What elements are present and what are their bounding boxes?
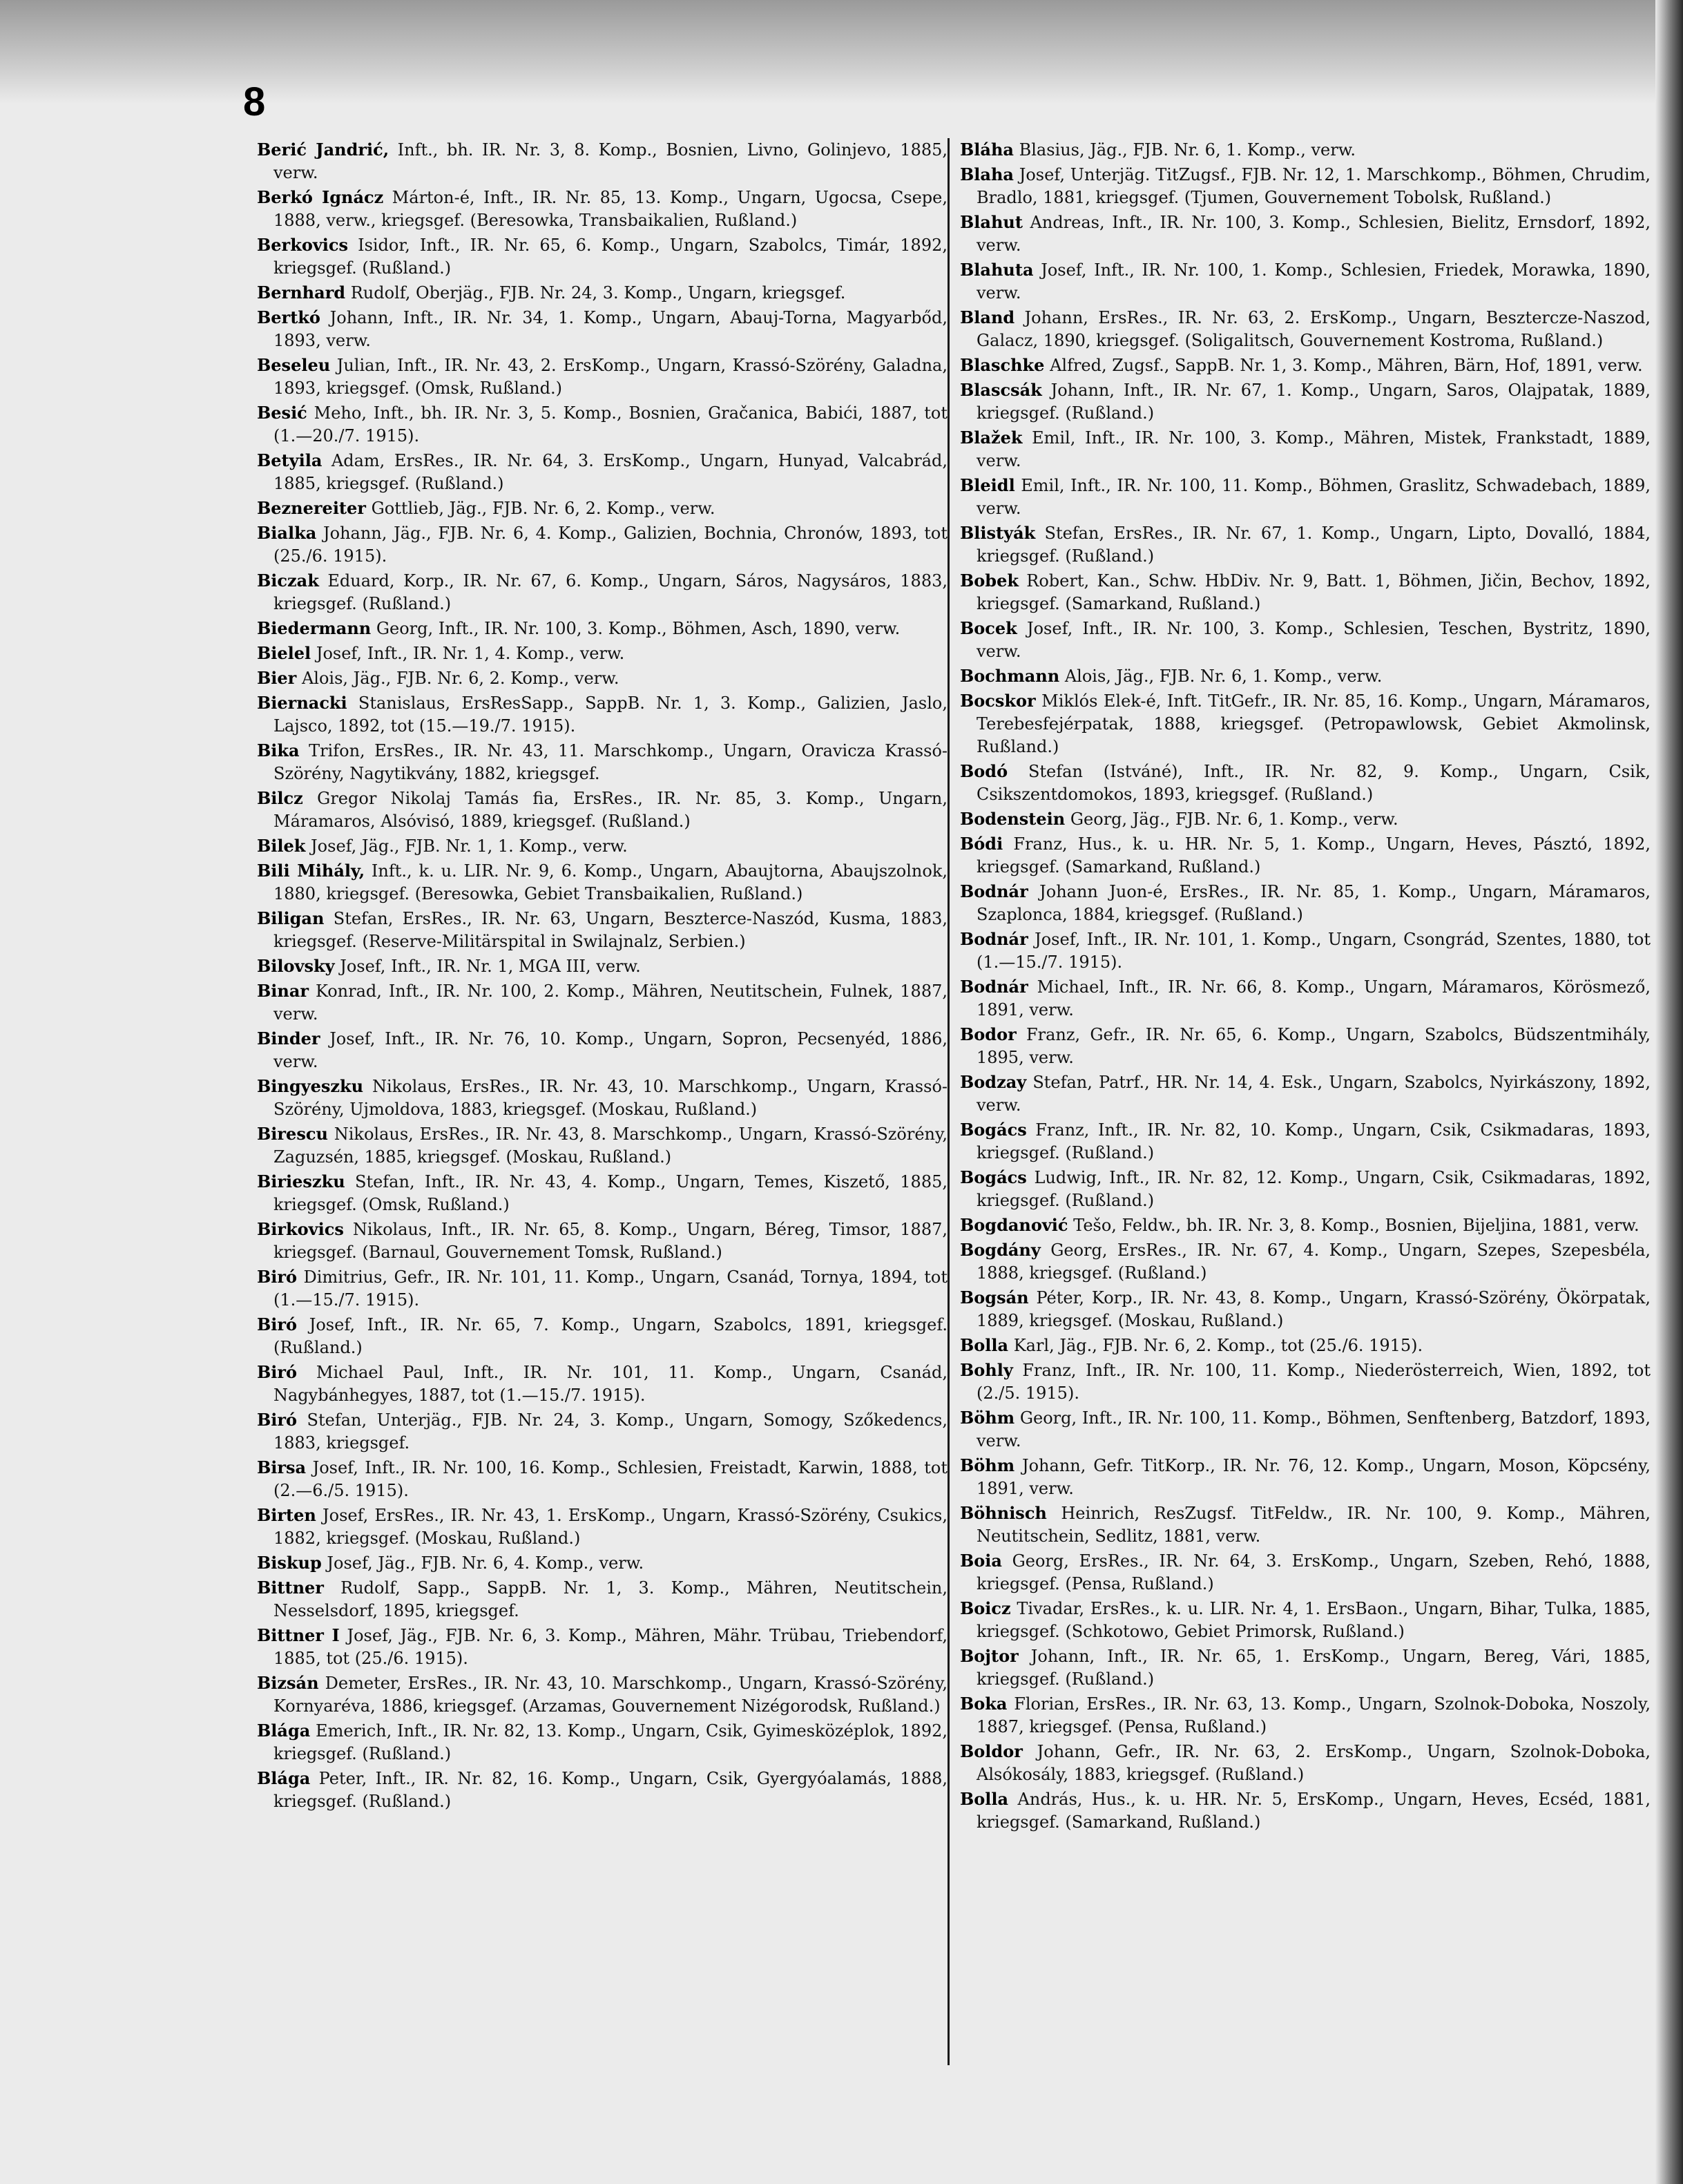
entry-surname: Binar <box>257 981 309 1001</box>
register-entry <box>257 1624 948 1670</box>
entry-details: Franz, Inft., IR. Nr. 82, 10. Komp., Ungarn, Csik, Csikmadaras, 1893, kriegsgef. (Rußland.) <box>977 1120 1651 1162</box>
entry-surname: Blascsák <box>960 380 1042 400</box>
entry-surname: Bland <box>960 307 1015 327</box>
entry-surname: Biró <box>257 1362 298 1382</box>
entry-details: Tivadar, ErsRes., k. u. LIR. Nr. 4, 1. ErsBaon., Ungarn, Bihar, Tulka, 1885, kriegsgef. (Schkotowo, Gebiet Primorsk, Rußland.) <box>977 1599 1651 1641</box>
entry-surname: Bilcz <box>257 788 303 808</box>
entry-details: Isidor, Inft., IR. Nr. 65, 6. Komp., Ungarn, Szabolcs, Timár, 1892, kriegsgef. (Rußland.) <box>273 236 948 278</box>
entry-details: Inft., k. u. LIR. Nr. 9, 6. Komp., Ungarn, Abaujtorna, Abaujszolnok, 1880, kriegsgef. (Beresowka, Gebiet Transbaikalien, Rußland.) <box>273 861 948 903</box>
entry-surname: Blaschke <box>960 355 1045 375</box>
register-entry <box>257 281 948 305</box>
entry-details: Michael, Inft., IR. Nr. 66, 8. Komp., Ungarn, Máramaros, Körösmező, 1891, verw. <box>977 977 1651 1019</box>
entry-details: Florian, ErsRes., IR. Nr. 63, 13. Komp., Ungarn, Szolnok-Doboka, Noszoly, 1887, kriegsgef. (Pensa, Rußland.) <box>977 1694 1651 1736</box>
register-entry <box>960 569 1651 615</box>
register-entry <box>257 955 948 978</box>
register-entry <box>257 1504 948 1550</box>
entry-details: Michael Paul, Inft., IR. Nr. 101, 11. Komp., Ungarn, Csanád, Nagybánhegyes, 1887, tot (1.—15./7. 1915). <box>273 1363 948 1405</box>
entry-details: Robert, Kan., Schw. HbDiv. Nr. 9, Batt. 1, Böhmen, Jičin, Bechov, 1892, kriegsgef. (Samarkand, Rußland.) <box>977 571 1651 613</box>
entry-surname: Biczak <box>257 571 319 591</box>
register-entry <box>960 1549 1651 1596</box>
register-entry <box>257 354 948 400</box>
entry-surname: Bili Mihály, <box>257 861 365 881</box>
entry-surname: Bolla <box>960 1789 1009 1809</box>
entry-surname: Bilovsky <box>257 956 335 976</box>
entry-surname: Besić <box>257 403 307 423</box>
entry-surname: Bialka <box>257 523 317 543</box>
entry-details: Alfred, Zugsf., SappB. Nr. 1, 3. Komp., Mähren, Bärn, Hof, 1891, verw. <box>1044 356 1643 375</box>
entry-surname: Bodzay <box>960 1072 1027 1092</box>
register-entry <box>257 1576 948 1622</box>
entry-details: Demeter, ErsRes., IR. Nr. 43, 10. Marschkomp., Ungarn, Krassó-Szörény, Kornyaréva, 1886, kriegsgef. (Arzamas, Gouvernement Nizégorodsk, Rußland.) <box>273 1674 948 1716</box>
left-column <box>257 138 948 2127</box>
entry-surname: Birten <box>257 1505 316 1525</box>
entry-details: Peter, Inft., IR. Nr. 82, 16. Komp., Ungarn, Csik, Gyergyóalamás, 1888, kriegsgef. (Rußland.) <box>273 1769 948 1811</box>
register-entry <box>257 1027 948 1073</box>
entry-surname: Birkovics <box>257 1219 344 1239</box>
entry-surname: Boldor <box>960 1741 1023 1761</box>
entry-details: Meho, Inft., bh. IR. Nr. 3, 5. Komp., Bosnien, Gračanica, Babići, 1887, tot (1.—20./7. 1915). <box>273 403 948 446</box>
entry-details: Heinrich, ResZugsf. TitFeldw., IR. Nr. 100, 9. Komp., Mähren, Neutitschein, Sedlitz, 1881, verw. <box>977 1504 1651 1546</box>
entry-details: Josef, Inft., IR. Nr. 1, 4. Komp., verw. <box>311 644 625 663</box>
register-entry <box>960 163 1651 209</box>
entry-details: Emil, Inft., IR. Nr. 100, 11. Komp., Böhmen, Graslitz, Schwadebach, 1889, verw. <box>977 476 1651 518</box>
entry-surname: Bogdány <box>960 1240 1041 1260</box>
entry-surname: Boia <box>960 1551 1002 1571</box>
register-entry <box>257 642 948 665</box>
entry-details: Josef, Inft., IR. Nr. 76, 10. Komp., Ungarn, Sopron, Pecsenyéd, 1886, verw. <box>273 1029 948 1071</box>
entry-details: Stefan, Inft., IR. Nr. 43, 4. Komp., Ungarn, Temes, Kiszető, 1885, kriegsgef. (Omsk, Rußland.) <box>273 1172 948 1214</box>
entry-surname: Blažek <box>960 428 1023 448</box>
register-entry <box>257 667 948 690</box>
entry-details: Franz, Gefr., IR. Nr. 65, 6. Komp., Ungarn, Szabolcs, Büdszentmihály, 1895, verw. <box>977 1025 1651 1067</box>
entry-surname: Biedermann <box>257 618 372 638</box>
entry-details: Gregor Nikolaj Tamás fia, ErsRes., IR. Nr. 85, 3. Komp., Ungarn, Máramaros, Alsóvisó, 1889, kriegsgef. (Rußland.) <box>273 789 948 831</box>
entry-details: Stefan, Patrf., HR. Nr. 14, 4. Esk., Ungarn, Szabolcs, Nyirkászony, 1892, verw. <box>977 1073 1651 1115</box>
entry-surname: Bodnár <box>960 977 1028 997</box>
entry-details: Johann, Inft., IR. Nr. 34, 1. Komp., Ungarn, Abauj-Torna, Magyarbőd, 1893, verw. <box>273 308 948 350</box>
entry-surname: Bleidl <box>960 475 1015 495</box>
entry-surname: Blaha <box>960 164 1014 184</box>
entry-details: Dimitrius, Gefr., IR. Nr. 101, 11. Komp., Ungarn, Csanád, Tornya, 1894, tot (1.—15./7. 1915). <box>273 1267 948 1310</box>
entry-details: Emil, Inft., IR. Nr. 100, 3. Komp., Mähren, Mistek, Frankstadt, 1889, verw. <box>977 428 1651 470</box>
entry-surname: Biligan <box>257 908 325 928</box>
entry-details: Julian, Inft., IR. Nr. 43, 2. ErsKomp., Ungarn, Krassó-Szörény, Galadna, 1893, kriegsgef. (Omsk, Rußland.) <box>273 356 948 398</box>
register-entry <box>960 1214 1651 1237</box>
register-entry <box>257 138 948 184</box>
entry-details: Adam, ErsRes., IR. Nr. 64, 3. ErsKomp., Ungarn, Hunyad, Valcabrád, 1885, kriegsgef. (Rußland.) <box>273 451 948 493</box>
register-entry <box>960 1597 1651 1643</box>
register-entry <box>257 907 948 953</box>
entry-surname: Bodó <box>960 761 1008 781</box>
entry-details: Josef, Unterjäg. TitZugsf., FJB. Nr. 12, 1. Marschkomp., Böhmen, Chrudim, Bradlo, 1881, kriegsgef. (Tjumen, Gouvernement Tobolsk, Rußland.) <box>977 165 1651 207</box>
register-entry <box>960 1118 1651 1165</box>
register-entry <box>257 691 948 738</box>
register-entry <box>257 569 948 615</box>
entry-details: Johann, Gefr. TitKorp., IR. Nr. 76, 12. Komp., Ungarn, Moson, Köpcsény, 1891, verw. <box>977 1456 1651 1498</box>
entry-details: Stefan, ErsRes., IR. Nr. 67, 1. Komp., Ungarn, Lipto, Dovalló, 1884, kriegsgef. (Rußland.) <box>977 524 1651 566</box>
register-entry <box>960 1788 1651 1834</box>
entry-details: Nikolaus, Inft., IR. Nr. 65, 8. Komp., Ungarn, Béreg, Timsor, 1887, kriegsgef. (Barnaul, Gouvernement Tomsk, Rußland.) <box>273 1220 948 1262</box>
entry-surname: Böhnisch <box>960 1503 1047 1523</box>
entry-surname: Bobek <box>960 571 1019 591</box>
register-entry <box>257 186 948 232</box>
register-entry <box>960 1359 1651 1405</box>
register-entry <box>960 1023 1651 1069</box>
entry-details: Márton-é, Inft., IR. Nr. 85, 13. Komp., Ungarn, Ugocsa, Csepe, 1888, verw., kriegsgef. (Beresowka, Transbaikalien, Rußland.) <box>273 188 948 230</box>
entry-details: Trifon, ErsRes., IR. Nr. 43, 11. Marschkomp., Ungarn, Oravicza Krassó-Szörény, Nagytikvány, 1882, kriegsgef. <box>273 741 948 783</box>
entry-surname: Betyila <box>257 450 323 470</box>
register-entry <box>960 426 1651 472</box>
entry-details: András, Hus., k. u. HR. Nr. 5, ErsKomp., Ungarn, Heves, Ecséd, 1881, kriegsgef. (Samarkand, Rußland.) <box>977 1790 1651 1832</box>
entry-details: Josef, Inft., IR. Nr. 100, 16. Komp., Schlesien, Freistadt, Karwin, 1888, tot (2.—6./5. 1915). <box>273 1458 948 1500</box>
entry-details: Georg, Inft., IR. Nr. 100, 11. Komp., Böhmen, Senftenberg, Batzdorf, 1893, verw. <box>977 1408 1651 1450</box>
entry-surname: Bogsán <box>960 1287 1029 1307</box>
entry-surname: Blága <box>257 1721 311 1741</box>
entry-details: Georg, Jäg., FJB. Nr. 6, 1. Komp., verw. <box>1065 810 1398 829</box>
register-entry <box>960 1502 1651 1548</box>
entry-details: Johann, Gefr., IR. Nr. 63, 2. ErsKomp., Ungarn, Szolnok-Doboka, Alsókosály, 1883, kriegsgef. (Rußland.) <box>977 1742 1651 1784</box>
entry-surname: Berkovics <box>257 235 349 255</box>
register-entry <box>257 497 948 520</box>
entry-details: Johann Juon-é, ErsRes., IR. Nr. 85, 1. Komp., Ungarn, Máramaros, Szaplonca, 1884, kriegsgef. (Rußland.) <box>977 882 1651 924</box>
entry-surname: Bodor <box>960 1024 1017 1044</box>
entry-surname: Bocskor <box>960 691 1036 711</box>
entry-details: Konrad, Inft., IR. Nr. 100, 2. Komp., Mähren, Neutitschein, Fulnek, 1887, verw. <box>273 981 948 1024</box>
register-entry <box>960 1692 1651 1738</box>
register-entry <box>257 1719 948 1765</box>
register-entry <box>960 760 1651 806</box>
entry-details: Ludwig, Inft., IR. Nr. 82, 12. Komp., Ungarn, Csik, Csikmadaras, 1892, kriegsgef. (Rußland.) <box>977 1168 1651 1210</box>
register-entry <box>257 1456 948 1502</box>
register-entry <box>960 1166 1651 1212</box>
entry-surname: Biró <box>257 1410 298 1430</box>
entry-details: Josef, Jäg., FJB. Nr. 6, 4. Komp., verw. <box>321 1553 644 1573</box>
entry-details: Franz, Hus., k. u. HR. Nr. 5, 1. Komp., Ungarn, Heves, Pásztó, 1892, kriegsgef. (Samarkand, Rußland.) <box>977 834 1651 877</box>
entry-details: Johann, ErsRes., IR. Nr. 63, 2. ErsKomp., Ungarn, Besztercze-Naszod, Galacz, 1890, kriegsgef. (Soligalitsch, Gouvernement Kostroma, Rußland.) <box>977 308 1651 350</box>
entry-surname: Bogács <box>960 1167 1027 1187</box>
entry-surname: Bodenstein <box>960 809 1066 829</box>
entry-details: Josef, Inft., IR. Nr. 101, 1. Komp., Ungarn, Csongrád, Szentes, 1880, tot (1.—15./7. 1915). <box>977 930 1651 972</box>
register-entry <box>960 1238 1651 1285</box>
entry-surname: Biró <box>257 1314 298 1334</box>
entry-details: Alois, Jäg., FJB. Nr. 6, 1. Komp., verw. <box>1059 667 1383 686</box>
register-entry <box>257 521 948 568</box>
entry-details: Stefan, Unterjäg., FJB. Nr. 24, 3. Komp., Ungarn, Somogy, Szőkedencs, 1883, kriegsgef. <box>273 1410 948 1453</box>
register-entry <box>960 975 1651 1022</box>
entry-surname: Berkó Ignácz <box>257 187 384 207</box>
register-entry <box>257 739 948 785</box>
entry-surname: Birescu <box>257 1124 328 1144</box>
entry-surname: Boka <box>960 1694 1008 1714</box>
entry-surname: Bertkó <box>257 307 320 327</box>
entry-details: Nikolaus, ErsRes., IR. Nr. 43, 10. Marschkomp., Ungarn, Krassó-Szörény, Ujmoldova, 1883, kriegsgef. (Moskau, Rußland.) <box>273 1077 948 1119</box>
register-entry <box>960 1071 1651 1117</box>
entry-details: Josef, Jäg., FJB. Nr. 6, 3. Komp., Mähren, Mähr. Trübau, Triebendorf, 1885, tot (25./6. 1915). <box>273 1626 948 1668</box>
entry-surname: Bláha <box>960 140 1014 160</box>
entry-details: Georg, ErsRes., IR. Nr. 67, 4. Komp., Ungarn, Szepes, Szepesbéla, 1888, kriegsgef. (Rußland.) <box>977 1241 1651 1283</box>
entry-surname: Bilek <box>257 836 306 856</box>
entry-details: Josef, Jäg., FJB. Nr. 1, 1. Komp., verw. <box>305 836 628 856</box>
entry-surname: Berić Jandrić, <box>257 140 390 160</box>
register-entry <box>960 880 1651 926</box>
entry-surname: Bódi <box>960 834 1003 854</box>
register-entry <box>257 787 948 833</box>
entry-surname: Bier <box>257 668 297 688</box>
entry-details: Josef, Inft., IR. Nr. 100, 1. Komp., Schlesien, Friedek, Morawka, 1890, verw. <box>977 260 1651 303</box>
entry-surname: Birieszku <box>257 1171 345 1191</box>
register-entry <box>257 449 948 495</box>
entry-details: Stanislaus, ErsResSapp., SappB. Nr. 1, 3. Komp., Galizien, Jaslo, Lajsco, 1892, tot (15.—19./7. 1915). <box>273 693 948 736</box>
entry-details: Johann, Inft., IR. Nr. 67, 1. Komp., Ungarn, Saros, Olajpatak, 1889, kriegsgef. (Rußland.) <box>977 381 1651 423</box>
register-entry <box>960 1740 1651 1786</box>
entry-details: Josef, ErsRes., IR. Nr. 43, 1. ErsKomp., Ungarn, Krassó-Szörény, Csukics, 1882, kriegsgef. (Moskau, Rußland.) <box>273 1506 948 1548</box>
entry-details: Gottlieb, Jäg., FJB. Nr. 6, 2. Komp., verw. <box>365 499 715 518</box>
entry-details: Johann, Jäg., FJB. Nr. 6, 4. Komp., Galizien, Bochnia, Chronów, 1893, tot (25./6. 1915). <box>273 524 948 566</box>
entry-surname: Biskup <box>257 1553 322 1573</box>
scan-shadow-right <box>1655 0 1683 2184</box>
entry-surname: Blistyák <box>960 523 1036 543</box>
register-entry <box>960 138 1651 162</box>
entry-surname: Böhm <box>960 1455 1015 1475</box>
entry-details: Stefan, ErsRes., IR. Nr. 63, Ungarn, Beszterce-Naszód, Kusma, 1883, kriegsgef. (Reserve-Militärspital in Swilajnalz, Serbien.) <box>273 909 948 951</box>
register-entry <box>257 1075 948 1121</box>
register-entry <box>257 1671 948 1718</box>
register-entry <box>960 832 1651 879</box>
entry-surname: Bocek <box>960 618 1017 638</box>
register-entry <box>960 521 1651 568</box>
entry-surname: Blahuta <box>960 260 1034 280</box>
entry-surname: Boicz <box>960 1598 1011 1618</box>
register-entry <box>257 979 948 1026</box>
entry-surname: Biernacki <box>257 693 347 713</box>
entry-details: Georg, ErsRes., IR. Nr. 64, 3. ErsKomp., Ungarn, Szeben, Rehó, 1888, kriegsgef. (Pensa, Rußland.) <box>977 1551 1651 1593</box>
entry-surname: Bogdanović <box>960 1215 1068 1235</box>
entry-surname: Bodnár <box>960 929 1028 949</box>
register-entry <box>257 1122 948 1169</box>
register-entry <box>257 617 948 640</box>
entry-surname: Beznereiter <box>257 498 366 518</box>
entry-surname: Bernhard <box>257 282 346 303</box>
entry-details: Eduard, Korp., IR. Nr. 67, 6. Komp., Ungarn, Sáros, Nagysáros, 1883, kriegsgef. (Rußland.) <box>273 571 948 613</box>
entry-surname: Böhm <box>960 1408 1015 1428</box>
register-entry <box>960 617 1651 663</box>
entry-details: Georg, Inft., IR. Nr. 100, 3. Komp., Böhmen, Asch, 1890, verw. <box>371 619 901 638</box>
register-entry <box>257 834 948 858</box>
entry-surname: Binder <box>257 1028 320 1048</box>
register-entry <box>257 306 948 352</box>
register-entry <box>960 1454 1651 1500</box>
entry-details: Inft., bh. IR. Nr. 3, 8. Komp., Bosnien, Livno, Golinjevo, 1885, verw. <box>273 140 948 182</box>
register-entry <box>257 1361 948 1407</box>
entry-surname: Bizsán <box>257 1673 319 1693</box>
entry-details: Tešo, Feldw., bh. IR. Nr. 3, 8. Komp., Bosnien, Bijeljina, 1881, verw. <box>1068 1216 1639 1235</box>
entry-surname: Bielel <box>257 643 311 663</box>
entry-surname: Blahut <box>960 212 1023 232</box>
entry-surname: Bittner <box>257 1578 324 1598</box>
entry-details: Nikolaus, ErsRes., IR. Nr. 43, 8. Marschkomp., Ungarn, Krassó-Szörény, Zaguzsén, 1885, kriegsgef. (Moskau, Rußland.) <box>273 1124 948 1167</box>
register-entry <box>960 928 1651 974</box>
register-entry <box>960 1406 1651 1453</box>
register-entry <box>257 1767 948 1813</box>
register-entry <box>257 1551 948 1575</box>
entry-surname: Bohly <box>960 1360 1013 1380</box>
register-entry <box>960 474 1651 520</box>
entry-details: Josef, Inft., IR. Nr. 100, 3. Komp., Schlesien, Teschen, Bystritz, 1890, verw. <box>977 619 1651 661</box>
register-entry <box>257 859 948 906</box>
register-entry <box>960 258 1651 305</box>
register-entry <box>257 1313 948 1359</box>
register-entry <box>960 379 1651 425</box>
entry-surname: Bochmann <box>960 666 1060 686</box>
entry-details: Miklós Elek-é, Inft. TitGefr., IR. Nr. 85, 16. Komp., Ungarn, Máramaros, Terebesfejérpatak, 1888, kriegsgef. (Petropawlowsk, Gebiet Akmolinsk, Rußland.) <box>977 691 1651 756</box>
register-entry <box>960 807 1651 831</box>
entry-details: Rudolf, Oberjäg., FJB. Nr. 24, 3. Komp., Ungarn, kriegsgef. <box>345 283 846 303</box>
entry-surname: Bodnár <box>960 881 1028 901</box>
entry-surname: Bojtor <box>960 1646 1019 1666</box>
register-entry <box>960 211 1651 257</box>
entry-surname: Beseleu <box>257 355 331 375</box>
register-entry <box>257 1265 948 1312</box>
register-entry <box>257 401 948 448</box>
register-entry <box>257 233 948 280</box>
entry-details: Emerich, Inft., IR. Nr. 82, 13. Komp., Ungarn, Csik, Gyimesközéplok, 1892, kriegsgef. (Rußland.) <box>273 1721 948 1763</box>
entry-surname: Bolla <box>960 1335 1009 1355</box>
register-entry <box>257 1408 948 1455</box>
right-column <box>960 138 1651 2127</box>
register-entry <box>960 1334 1651 1357</box>
entry-details: Alois, Jäg., FJB. Nr. 6, 2. Komp., verw. <box>296 669 619 688</box>
entry-details: Péter, Korp., IR. Nr. 43, 8. Komp., Ungarn, Krassó-Szörény, Ökörpatak, 1889, kriegsgef. (Moskau, Rußland.) <box>977 1288 1651 1330</box>
register-entry <box>960 354 1651 377</box>
entry-details: Franz, Inft., IR. Nr. 100, 11. Komp., Niederösterreich, Wien, 1892, tot (2./5. 1915). <box>977 1361 1651 1403</box>
register-entry <box>257 1170 948 1216</box>
page-number: 8 <box>243 79 266 124</box>
entry-details: Josef, Inft., IR. Nr. 1, MGA III, verw. <box>334 957 641 976</box>
register-entry <box>257 1218 948 1264</box>
entry-details: Blasius, Jäg., FJB. Nr. 6, 1. Komp., verw. <box>1013 140 1356 160</box>
entry-surname: Bingyeszku <box>257 1076 364 1096</box>
entry-details: Andreas, Inft., IR. Nr. 100, 3. Komp., Schlesien, Bielitz, Ernsdorf, 1892, verw. <box>977 213 1651 255</box>
register-entry <box>960 1645 1651 1691</box>
entry-surname: Blága <box>257 1768 311 1788</box>
register-entry <box>960 689 1651 758</box>
entry-details: Stefan (Istváné), Inft., IR. Nr. 82, 9. Komp., Ungarn, Csik, Csikszentdomokos, 1893, kriegsgef. (Rußland.) <box>977 762 1651 804</box>
entry-details: Rudolf, Sapp., SappB. Nr. 1, 3. Komp., Mähren, Neutitschein, Nesselsdorf, 1895, kriegsgef. <box>273 1578 948 1620</box>
register-entry <box>960 664 1651 688</box>
entry-surname: Biró <box>257 1267 298 1287</box>
entry-details: Josef, Inft., IR. Nr. 65, 7. Komp., Ungarn, Szabolcs, 1891, kriegsgef. (Rußland.) <box>273 1315 948 1357</box>
entry-surname: Bittner I <box>257 1625 340 1645</box>
entry-details: Karl, Jäg., FJB. Nr. 6, 2. Komp., tot (25./6. 1915). <box>1008 1336 1423 1355</box>
register-entry <box>960 1286 1651 1332</box>
register-entry <box>960 306 1651 352</box>
column-divider <box>948 138 950 2065</box>
entry-surname: Bogács <box>960 1120 1027 1140</box>
entry-surname: Bika <box>257 740 300 760</box>
entry-surname: Birsa <box>257 1457 307 1477</box>
entry-details: Johann, Inft., IR. Nr. 65, 1. ErsKomp., Ungarn, Bereg, Vári, 1885, kriegsgef. (Rußland.) <box>977 1647 1651 1689</box>
